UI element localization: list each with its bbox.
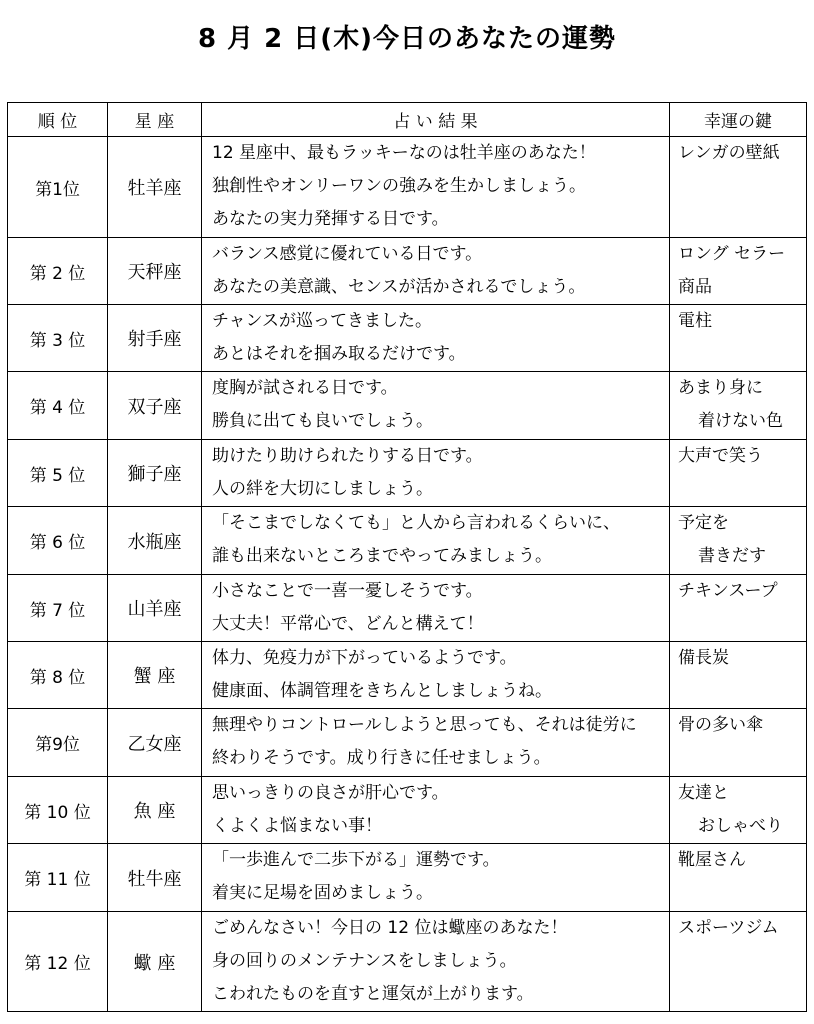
rank-cell: 第 2 位 — [8, 238, 108, 305]
lucky-key-cell — [670, 709, 807, 777]
sign-cell: 乙女座 — [108, 709, 202, 777]
rank-cell: 第 10 位 — [8, 777, 108, 844]
result-line: ごめんなさい！今日の 12 位は蠍座のあなた！ — [212, 918, 568, 938]
result-line: あなたの実力発揮する日です。 — [212, 209, 449, 229]
sign-cell: 魚 座 — [108, 777, 202, 844]
lucky-key-cell — [670, 642, 807, 709]
sign-cell: 牡牛座 — [108, 844, 202, 912]
lucky-key-line: チキンスープ — [678, 581, 778, 601]
fortune-table — [7, 102, 807, 1012]
result-cell — [202, 912, 670, 1012]
result-line: 健康面、体調管理をきちんとしましょうね。 — [212, 681, 552, 701]
rank-cell: 第 8 位 — [8, 642, 108, 709]
page-title: 8 月 2 日(木)今日のあなたの運勢 — [197, 24, 617, 54]
result-line: こわれたものを直すと運気が上がります。 — [212, 984, 534, 1004]
result-line: 着実に足場を固めましょう。 — [212, 883, 433, 903]
result-line: 終わりそうです。成り行きに任せましょう。 — [212, 748, 551, 768]
result-line: 人の絆を大切にしましょう。 — [212, 479, 433, 499]
sign-cell: 双子座 — [108, 372, 202, 440]
result-line: 独創性やオンリーワンの強みを生かしましょう。 — [212, 176, 586, 196]
sign-cell: 牡羊座 — [108, 137, 202, 238]
lucky-key-line: ロング セラー — [678, 244, 786, 264]
table-row — [8, 507, 807, 575]
result-cell — [202, 137, 670, 238]
result-line: 12 星座中、最もラッキーなのは牡羊座のあなた！ — [212, 143, 596, 163]
result-cell — [202, 372, 670, 440]
result-cell — [202, 238, 670, 305]
lucky-key-line: 電柱 — [678, 311, 712, 331]
lucky-key-line: 大声で笑う — [678, 446, 763, 466]
sign-cell: 水瓶座 — [108, 507, 202, 575]
result-line: 身の回りのメンテナンスをしましょう。 — [212, 951, 517, 971]
table-header-row — [8, 103, 807, 137]
table-row — [8, 137, 807, 238]
result-line: 大丈夫！平常心で、どんと構えて！ — [212, 614, 484, 634]
header-rank: 順 位 — [8, 103, 108, 137]
table-row — [8, 844, 807, 912]
result-line: 「そこまでしなくても」と人から言われるくらいに、 — [212, 513, 620, 533]
header-key: 幸運の鍵 — [670, 103, 807, 137]
result-line: 無理やりコントロールしようと思っても、それは徒労に — [212, 715, 637, 735]
rank-cell: 第 6 位 — [8, 507, 108, 575]
result-line: 度胸が試される日です。 — [212, 378, 398, 398]
sign-cell: 天秤座 — [108, 238, 202, 305]
result-line: チャンスが巡ってきました。 — [212, 311, 432, 331]
result-cell — [202, 507, 670, 575]
lucky-key-cell — [670, 238, 807, 305]
result-line: 誰も出来ないところまでやってみましょう。 — [212, 546, 552, 566]
result-line: あなたの美意識、センスが活かされるでしょう。 — [212, 277, 586, 297]
lucky-key-cell — [670, 137, 807, 238]
table-row — [8, 912, 807, 1012]
result-line: 助けたり助けられたりする日です。 — [212, 446, 483, 466]
sign-cell: 蠍 座 — [108, 912, 202, 1012]
lucky-key-cell — [670, 372, 807, 440]
result-cell — [202, 844, 670, 912]
header-sign: 星 座 — [108, 103, 202, 137]
table-row — [8, 440, 807, 507]
result-line: 思いっきりの良さが肝心です。 — [212, 783, 449, 803]
result-cell — [202, 440, 670, 507]
result-cell — [202, 709, 670, 777]
lucky-key-line: あまり身に — [678, 378, 763, 398]
lucky-key-line: レンガの壁紙 — [678, 143, 780, 163]
rank-cell: 第 5 位 — [8, 440, 108, 507]
sign-cell: 山羊座 — [108, 575, 202, 642]
rank-cell: 第1位 — [8, 137, 108, 238]
table-row — [8, 642, 807, 709]
result-cell — [202, 777, 670, 844]
result-line: 勝負に出ても良いでしょう。 — [212, 411, 433, 431]
lucky-key-cell — [670, 575, 807, 642]
result-cell — [202, 575, 670, 642]
lucky-key-cell — [670, 507, 807, 575]
rank-cell: 第 4 位 — [8, 372, 108, 440]
table-row — [8, 709, 807, 777]
lucky-key-line: 商品 — [678, 277, 712, 297]
lucky-key-line: 友達と — [678, 783, 729, 803]
table-body — [8, 137, 807, 1012]
result-line: 体力、免疫力が下がっているようです。 — [212, 648, 517, 668]
sign-cell: 射手座 — [108, 305, 202, 372]
table-row — [8, 372, 807, 440]
rank-cell: 第 3 位 — [8, 305, 108, 372]
lucky-key-line: 予定を — [678, 513, 729, 533]
rank-cell: 第 7 位 — [8, 575, 108, 642]
lucky-key-line: 書きだす — [698, 546, 766, 566]
rank-cell: 第 12 位 — [8, 912, 108, 1012]
header-result: 占 い 結 果 — [202, 103, 670, 137]
lucky-key-line: スポーツジム — [678, 918, 779, 938]
lucky-key-line: 骨の多い傘 — [678, 715, 763, 735]
table-row — [8, 575, 807, 642]
lucky-key-cell — [670, 440, 807, 507]
rank-cell: 第9位 — [8, 709, 108, 777]
sign-cell: 蟹 座 — [108, 642, 202, 709]
result-cell — [202, 305, 670, 372]
lucky-key-cell — [670, 844, 807, 912]
table-row — [8, 305, 807, 372]
lucky-key-line: 着けない色 — [698, 411, 783, 431]
result-line: バランス感覚に優れている日です。 — [212, 244, 483, 264]
result-cell — [202, 642, 670, 709]
result-line: 小さなことで一喜一憂しそうです。 — [212, 581, 483, 601]
lucky-key-cell — [670, 777, 807, 844]
lucky-key-line: 靴屋さん — [678, 850, 746, 870]
result-line: 「一歩進んで二歩下がる」運勢です。 — [212, 850, 500, 870]
result-line: くよくよ悩まない事！ — [212, 816, 382, 836]
result-line: あとはそれを掴み取るだけです。 — [212, 344, 466, 364]
lucky-key-cell — [670, 912, 807, 1012]
table-row — [8, 238, 807, 305]
lucky-key-line: 備長炭 — [678, 648, 729, 668]
rank-cell: 第 11 位 — [8, 844, 108, 912]
lucky-key-line: おしゃべり — [698, 816, 783, 836]
table-row — [8, 777, 807, 844]
sign-cell: 獅子座 — [108, 440, 202, 507]
lucky-key-cell — [670, 305, 807, 372]
